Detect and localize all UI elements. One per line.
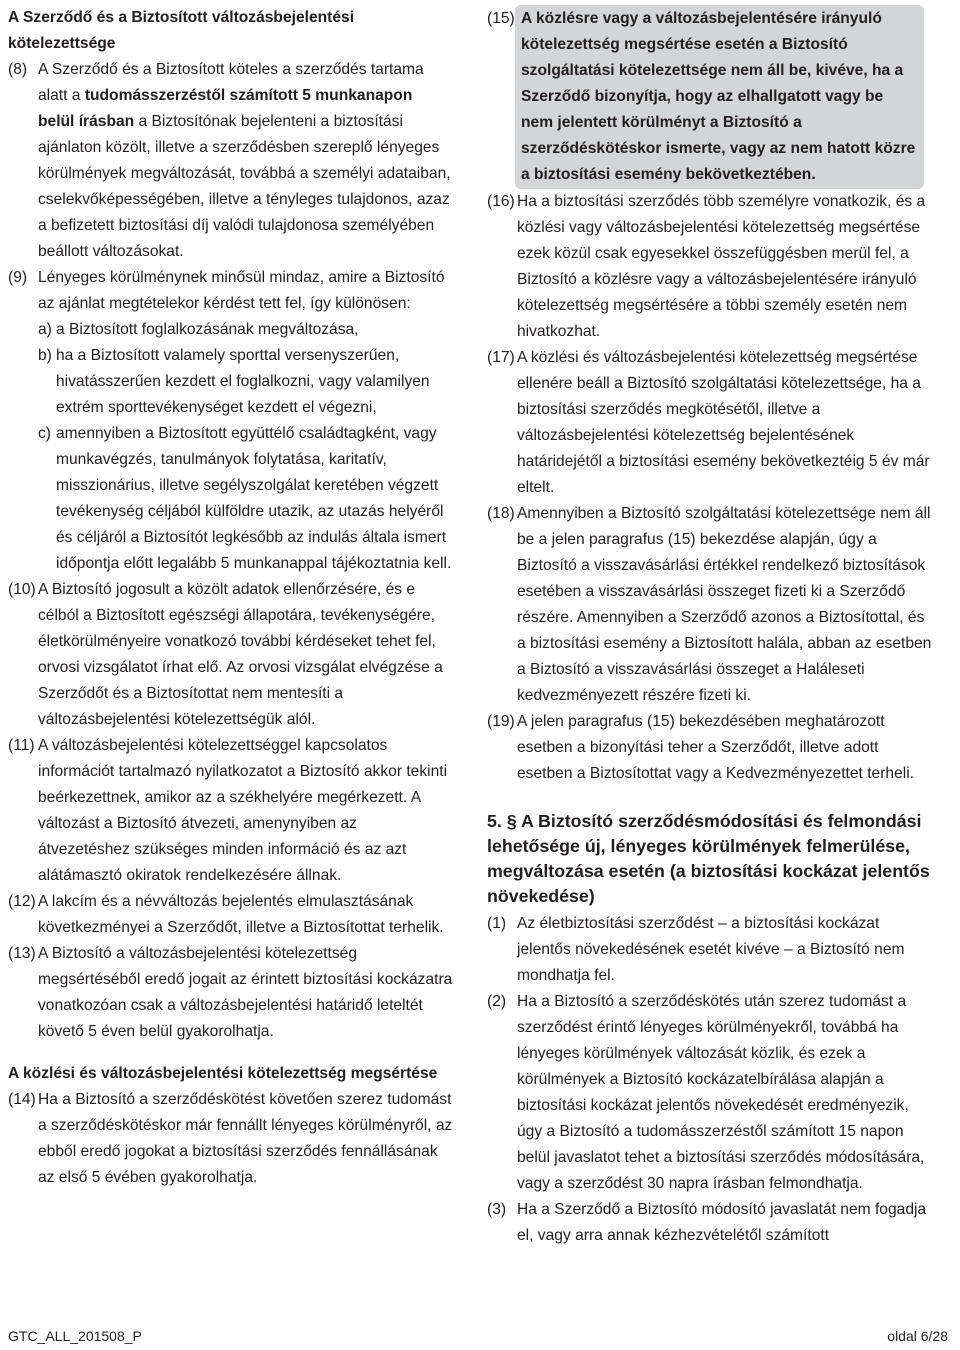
list-item-text: amennyiben a Biztosított együttélő családtagként, vagy munkavégzés, tanulmányok folytatása, karitatív, misszionárius, illetve segélyszolgálat keretében végzett tevékenység céljából külföldre utazik, az utazás helyéről és céljáról a Biztosítót legkésőbb az indulás általa ismert időpontja előtt legalább 5 munkanappal tájékoztatnia kell. — [56, 425, 452, 572]
paragraph-number: (15) — [487, 10, 515, 27]
paragraph-15 — [487, 5, 934, 189]
paragraph-10 — [8, 577, 453, 733]
paragraph-8 — [8, 57, 453, 265]
paragraph-18 — [487, 501, 934, 709]
section-5-title: 5. § A Biztosító szerződésmódosítási és felmondási lehetősége új, lényeges körülmények felmerülése, megváltozása esetén (a biztosítási kockázat jelentős növekedése) — [487, 811, 930, 906]
highlight-box — [515, 5, 924, 189]
paragraph-number: (18) — [487, 505, 515, 522]
paragraph-number: (19) — [487, 713, 515, 730]
paragraph-number: (8) — [8, 61, 28, 78]
list-item-a — [38, 317, 453, 343]
list-item-label: b) — [38, 347, 52, 364]
paragraph-19 — [487, 709, 934, 787]
paragraph-text: Ha a Szerződő a Biztosító módosító javaslatát nem fogadja el, vagy arra annak kézhezvételétől számított — [517, 1201, 927, 1244]
paragraph-text: Ha a biztosítási szerződés több személyre vonatkozik, és a közlési vagy változásbejelentési kötelezettség megsértése ezek közül csak egyesekkel összefüggésben merül fel, a Biztosító a közlésre vagy a változásbejelentésére irányuló kötelezettség megsértésére a többi személy esetén nem hivatkozhat. — [517, 193, 926, 340]
paragraph-text: Lényeges körülménynek minősül mindaz, amire a Biztosító az ajánlat megtételekor kérdést tett fel, így különösen: — [38, 269, 445, 312]
right-column — [487, 5, 934, 1249]
list-item-text: ha a Biztosított valamely sporttal versenyszerűen, hivatásszerűen kezdett el foglalkozni, vagy valamilyen extrém sporttevékenységet kezdett el végezni, — [56, 347, 430, 416]
spacer — [8, 1045, 453, 1061]
paragraph-text: Amennyiben a Biztosító szolgáltatási kötelezettsége nem áll be a jelen paragrafus (15) bekezdése alapján, úgy a Biztosító a visszavásárlási értékkel rendelkező biztosítások esetében a visszavásárlási összeget fizeti ki a Szerződő részére. Amennyiben a Szerződő azonos a Biztosítottal, és a biztosítási esemény a Biztosított halála, abban az esetben a Biztosító a visszavásárlási összeget a Haláleseti kedvezményezett részére fizeti ki. — [517, 505, 932, 704]
paragraph-text-post: a Biztosítónak bejelenteni a biztosítási ajánlaton közölt, illetve a szerződésben szereplő lényeges körülmények megváltozását, továbbá a személyi adataiban, cselekvőképességében, illetve a tényleges tulajdonos, azaz a befizetett biztosítási díj valódi tulajdonosa személyében beállott változásokat. — [38, 113, 451, 260]
paragraph-number: (12) — [8, 893, 36, 910]
paragraph-text: A jelen paragrafus (15) bekezdésében meghatározott esetben a bizonyítási teher a Szerződőt, illetve adott esetben a Biztosítottat vagy a Kedvezményezettet terheli. — [517, 713, 915, 782]
paragraph-text: Ha a Biztosító a szerződéskötést követően szerez tudomást a szerződéskötéskor már fennállt lényeges körülményről, az ebből eredő jogokat a biztosítási szerződés fennállásának az első 5 évében gyakorolhatja. — [38, 1091, 453, 1186]
list-item-b — [38, 343, 453, 421]
paragraph-number: (3) — [487, 1201, 507, 1218]
paragraph-number: (13) — [8, 945, 36, 962]
paragraph-text: A közlésre vagy a változásbejelentésére irányuló kötelezettség megsértése esetén a Biztosító szolgáltatási kötelezettsége nem áll be, kivéve, ha a Szerződő bizonyítja, hogy az elhallgatott vagy be nem jelentett körülményt a Biztosító a szerződéskötéskor ismerte, vagy az nem hatott közre a biztosítási esemény bekövetkeztében. — [521, 10, 916, 183]
paragraph-text: A Biztosító jogosult a közölt adatok ellenőrzésére, és e célból a Biztosított egészségi állapotára, tevékenységére, életkörülményeire vonatkozó további kérdéseket tehet fel, orvosi vizsgálatot írhat elő. Az orvosi vizsgálat elvégzése a Szerződőt és a Biztosítottat nem mentesíti a változásbejelentési kötelezettségük alól. — [38, 581, 443, 728]
footer-document-id: GTC_ALL_201508_P — [8, 1328, 142, 1344]
paragraph-number: (9) — [8, 269, 28, 286]
paragraph-9 — [8, 265, 453, 577]
paragraph-number: (11) — [8, 737, 35, 754]
paragraph-number: (2) — [487, 993, 507, 1010]
section-heading-change-notification: A Szerződő és a Biztosított változásbejelentési kötelezettsége — [8, 9, 355, 52]
paragraph-17 — [487, 345, 934, 501]
section-heading-breach: A közlési és változásbejelentési kötelezettség megsértése — [8, 1065, 438, 1082]
paragraph-number: (1) — [487, 915, 507, 932]
section-5-paragraph-1 — [487, 911, 934, 989]
paragraph-number: (17) — [487, 349, 515, 366]
paragraph-number: (10) — [8, 581, 36, 598]
paragraph-text: A változásbejelentési kötelezettséggel kapcsolatos információt tartalmazó nyilatkozatot a Biztosító akkor tekinti beérkezettnek, amikor az a székhelyére megérkezett. A változást a Biztosító átvezeti, amenynyiben az átvezetéshez szükséges minden információ és az azt alátámasztó okiratok rendelkezésére állnak. — [38, 737, 448, 884]
paragraph-14 — [8, 1087, 453, 1191]
section-5-paragraph-2 — [487, 989, 934, 1197]
paragraph-16 — [487, 189, 934, 345]
paragraph-text: A lakcím és a névváltozás bejelentés elmulasztásának következményei a Szerződőt, illetve a Biztosítottat terhelik. — [38, 893, 444, 936]
footer-page-number: oldal 6/28 — [887, 1328, 948, 1344]
paragraph-text-pre: A Szerződő és a Biztosított köteles a szerződés tartama alatt a — [38, 61, 424, 104]
list-item-text: a Biztosított foglalkozásának megváltozása, — [56, 321, 359, 338]
paragraph-number: (16) — [487, 193, 515, 210]
paragraph-text: A Biztosító a változásbejelentési kötelezettség megsértéséből eredő jogait az érintett biztosítási kockázatra vonatkozóan csak a változásbejelentési határidő leteltét követő 5 éven belül gyakorolhatja. — [38, 945, 453, 1040]
paragraph-12 — [8, 889, 453, 941]
list-item-label: a) — [38, 321, 52, 338]
paragraph-text: Ha a Biztosító a szerződéskötés után szerez tudomást a szerződést érintő lényeges körülményekről, továbbá ha lényeges körülmények változását közlik, és ezek a körülmények a Biztosító kockázatelbírálása alapján a biztosítási kockázat jelentős növekedését eredményezik, úgy a Biztosító a tudomásszerzéstől számított 15 napon belül javaslatot tehet a biztosítási szerződés módosítására, vagy a szerződést 30 napra írásban felmondhatja. — [517, 993, 925, 1192]
paragraph-11 — [8, 733, 453, 889]
paragraph-number: (14) — [8, 1091, 36, 1108]
list-item-label: c) — [38, 425, 51, 442]
paragraph-text: Az életbiztosítási szerződést – a biztosítási kockázat jelentős növekedésének esetét kivéve – a Biztosító nem mondhatja fel. — [517, 915, 905, 984]
left-column — [8, 5, 453, 1191]
section-5-paragraph-3 — [487, 1197, 934, 1249]
list-item-c — [38, 421, 453, 577]
paragraph-text: A közlési és változásbejelentési kötelezettség megsértése ellenére beáll a Biztosító szolgáltatási kötelezettsége, ha a biztosítási szerződés megkötésétől, illetve a változásbejelentési kötelezettség bejelentésének határidejétől a biztosítási esemény bekövetkeztéig 5 év már eltelt. — [517, 349, 930, 496]
paragraph-13 — [8, 941, 453, 1045]
paragraph-text-bold: tudomásszerzéstől számított 5 munkanapon belül írásban — [38, 87, 413, 130]
